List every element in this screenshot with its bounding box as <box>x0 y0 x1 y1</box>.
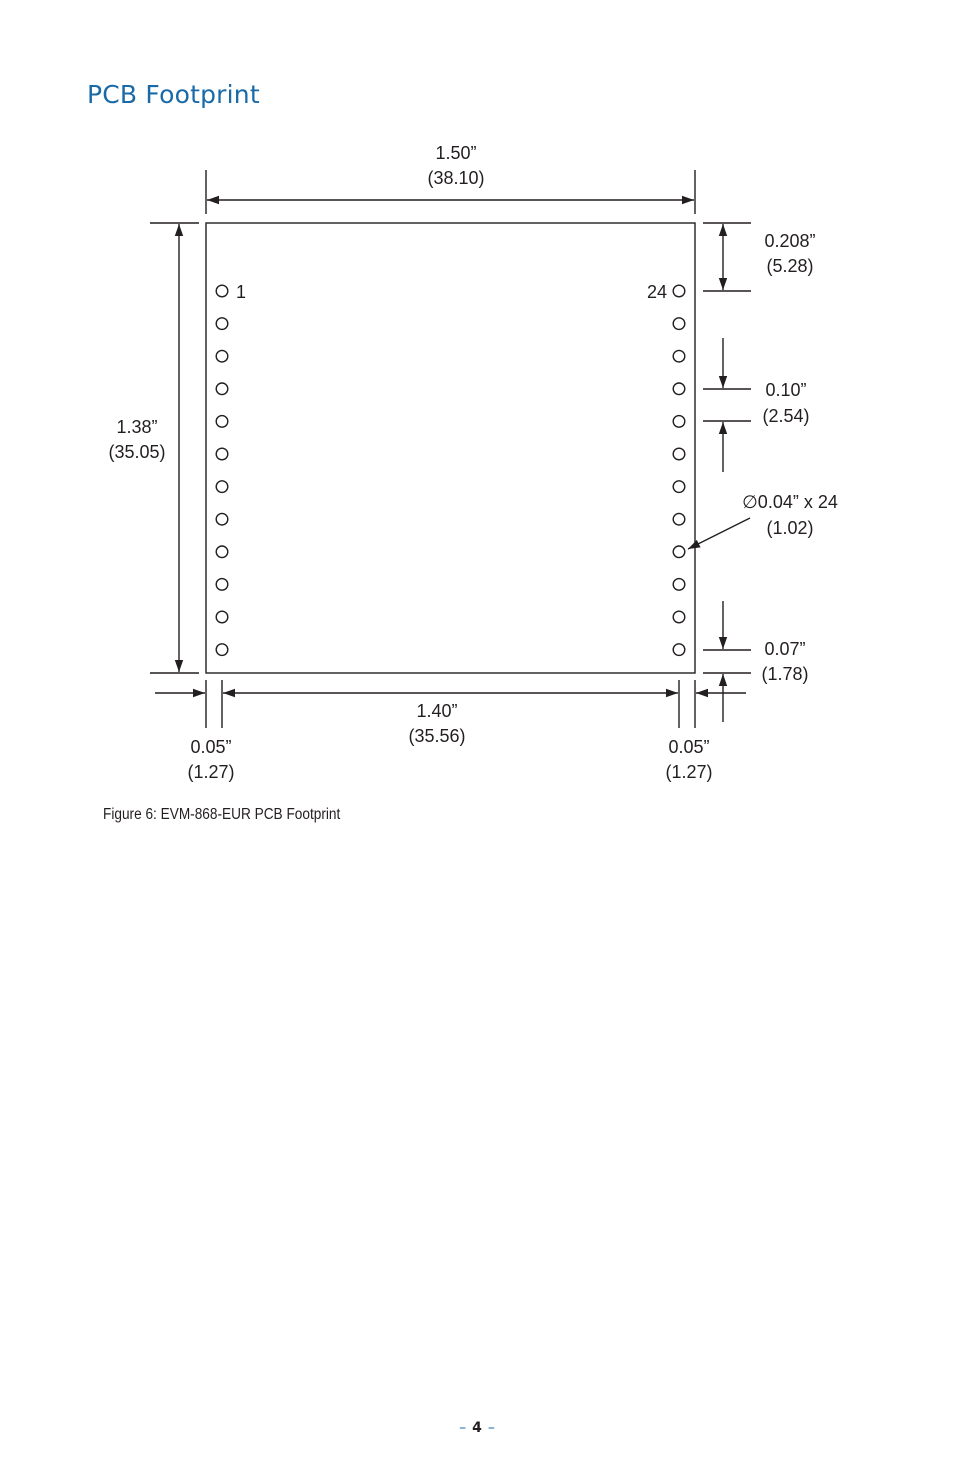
board-outline <box>206 223 695 673</box>
page-footer <box>0 1420 954 1436</box>
pin-left-hole <box>216 579 228 591</box>
pin-left-hole <box>216 285 228 297</box>
pin-left-hole <box>216 416 228 428</box>
pin-right-hole <box>673 611 685 623</box>
figure-caption: Figure 6: EVM-868-EUR PCB Footprint <box>103 806 341 823</box>
top-offset-mm-label: (5.28) <box>766 256 814 276</box>
pin-right-hole <box>673 416 685 428</box>
pin-right-hole <box>673 546 685 558</box>
pin-left-hole <box>216 644 228 656</box>
top-offset-in-label: 0.208” <box>764 231 816 251</box>
bottom-offset-in-label: 0.07” <box>764 639 806 659</box>
left-edge-in-label: 0.05” <box>190 737 232 757</box>
pin-left-hole <box>216 350 228 362</box>
pin-right-hole <box>673 383 685 395</box>
pitch-in-label: 0.10” <box>765 380 807 400</box>
pin-right-hole <box>673 350 685 362</box>
right-edge-mm-label: (1.27) <box>665 762 713 782</box>
row-spacing-in-label: 1.40” <box>416 701 458 721</box>
pin-left-hole <box>216 318 228 330</box>
pin-right-hole <box>673 448 685 460</box>
width-mm-label: (38.10) <box>427 168 485 188</box>
height-in-label: 1.38” <box>116 417 158 437</box>
footer-dash-left: – <box>459 1420 467 1436</box>
footer-dash-right: – <box>487 1420 495 1436</box>
pin-row-left <box>216 285 228 655</box>
pin-label-first: 1 <box>236 282 247 302</box>
pin-right-hole <box>673 285 685 297</box>
page-number: 4 <box>472 1420 482 1436</box>
right-edge-in-label: 0.05” <box>668 737 710 757</box>
width-in-label: 1.50” <box>435 143 477 163</box>
pin-right-hole <box>673 481 685 493</box>
pin-right-hole <box>673 513 685 525</box>
pin-left-hole <box>216 546 228 558</box>
pin-left-hole <box>216 383 228 395</box>
hole-in-label: ∅0.04” x 24 <box>742 492 838 512</box>
page-title: PCB Footprint <box>87 80 260 109</box>
pin-right-hole <box>673 318 685 330</box>
pin-left-hole <box>216 611 228 623</box>
row-spacing-mm-label: (35.56) <box>408 726 466 746</box>
pin-right-hole <box>673 579 685 591</box>
pitch-mm-label: (2.54) <box>762 406 810 426</box>
hole-mm-label: (1.02) <box>766 518 814 538</box>
bottom-offset-mm-label: (1.78) <box>761 664 809 684</box>
pin-left-hole <box>216 513 228 525</box>
pin-right-hole <box>673 644 685 656</box>
height-mm-label: (35.05) <box>108 442 166 462</box>
pin-row-right <box>673 285 685 655</box>
pin-left-hole <box>216 448 228 460</box>
left-edge-mm-label: (1.27) <box>187 762 235 782</box>
pin-label-last: 24 <box>646 282 667 302</box>
pin-left-hole <box>216 481 228 493</box>
